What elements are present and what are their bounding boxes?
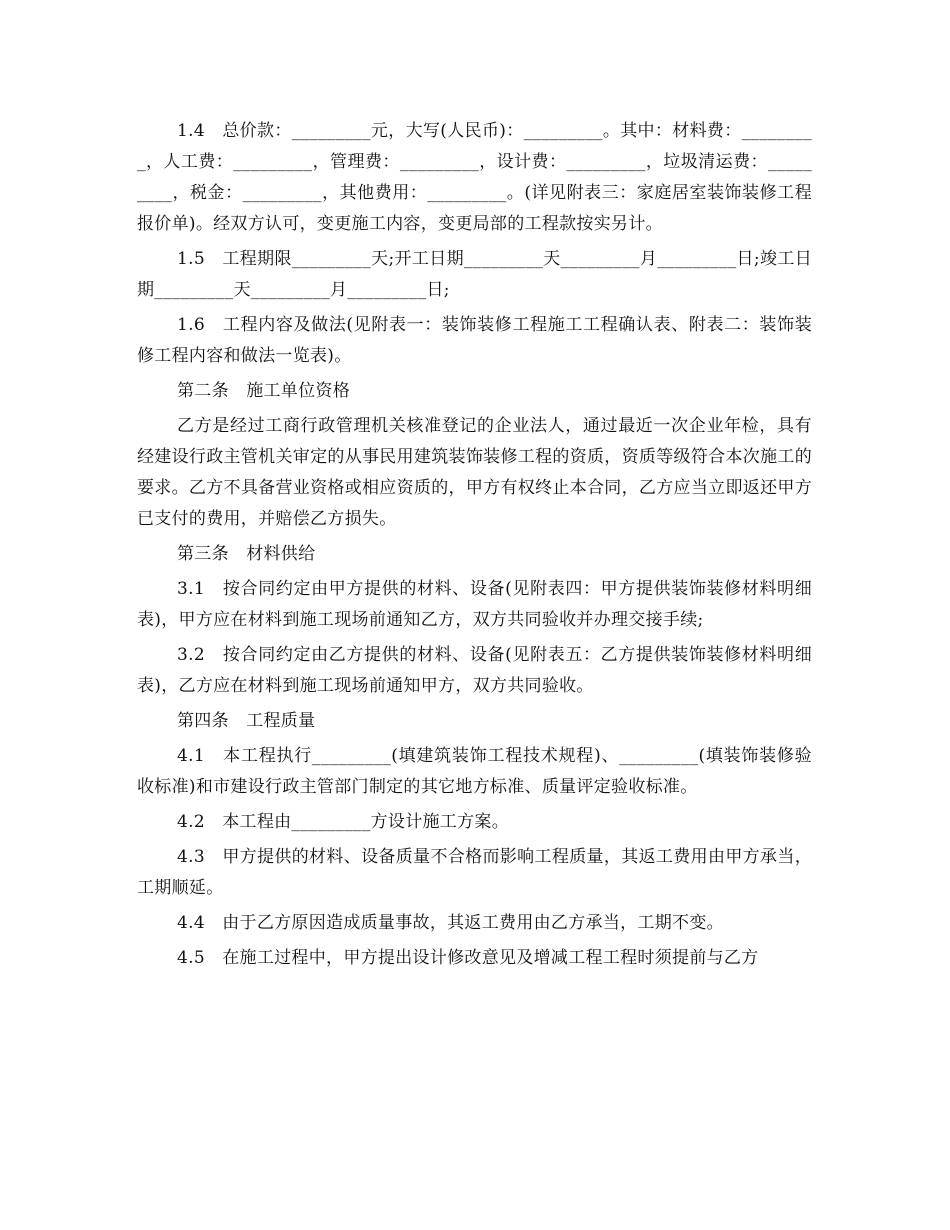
clause-4-2: 4.2 本工程由_________方设计施工方案。 [177,812,510,832]
clause-4-3: 4.3 甲方提供的材料、设备质量不合格而影响工程质量，其返工费用由甲方承当，工期顺延。 [137,847,812,898]
clause-3-1: 3.1 按合同约定由甲方提供的材料、设备(见附表四：甲方提供装饰装修材料明细表)，甲方应在材料到施工现场前通知乙方，双方共同验收并办理交接手续; [137,579,812,630]
clause-1-5: 1.5 工程期限_________天;开工日期_________天_________月_________日;竣工日期_________天_________月_________日; [137,249,812,300]
document-page [137,116,812,978]
clause-4-1: 4.1 本工程执行_________(填建筑装饰工程技术规程)、_________(填装饰装修验收标准)和市建设行政主管部门制定的其它地方标准、质量评定验收标准。 [137,746,812,797]
article-2-body: 乙方是经过工商行政管理机关核准登记的企业法人，通过最近一次企业年检，具有经建设行政主管机关审定的从事民用建筑装饰装修工程的资质，资质等级符合本次施工的要求。乙方不具备营业资格或相应资质的，甲方有权终止本合同，乙方应当立即返还甲方已支付的费用，并赔偿乙方损失。 [137,416,812,529]
article-4-heading: 第四条 工程质量 [177,711,316,731]
clause-4-5: 4.5 在施工过程中，甲方提出设计修改意见及增减工程工程时须提前与乙方 [177,948,759,968]
article-2-heading: 第二条 施工单位资格 [177,381,350,401]
clause-3-2: 3.2 按合同约定由乙方提供的材料、设备(见附表五：乙方提供装饰装修材料明细表)，乙方应在材料到施工现场前通知甲方，双方共同验收。 [137,645,812,696]
clause-1-6: 1.6 工程内容及做法(见附表一：装饰装修工程施工工程确认表、附表二：装饰装修工程内容和做法一览表)。 [137,315,812,366]
article-3-heading: 第三条 材料供给 [177,544,316,564]
clause-4-4: 4.4 由于乙方原因造成质量事故，其返工费用由乙方承当，工期不变。 [177,913,724,933]
clause-1-4: 1.4 总价款：_________元，大写(人民币)：_________。其中：材料费：_________，人工费：_________，管理费：_________，设计费：_________，垃圾清运费：_________，税金：_________，其他费用：_________。(详见附表三：家庭居室装饰装修工程报价单)。经双方认可，变更施工内容，变更局部的工程款按实另计。 [137,121,812,234]
